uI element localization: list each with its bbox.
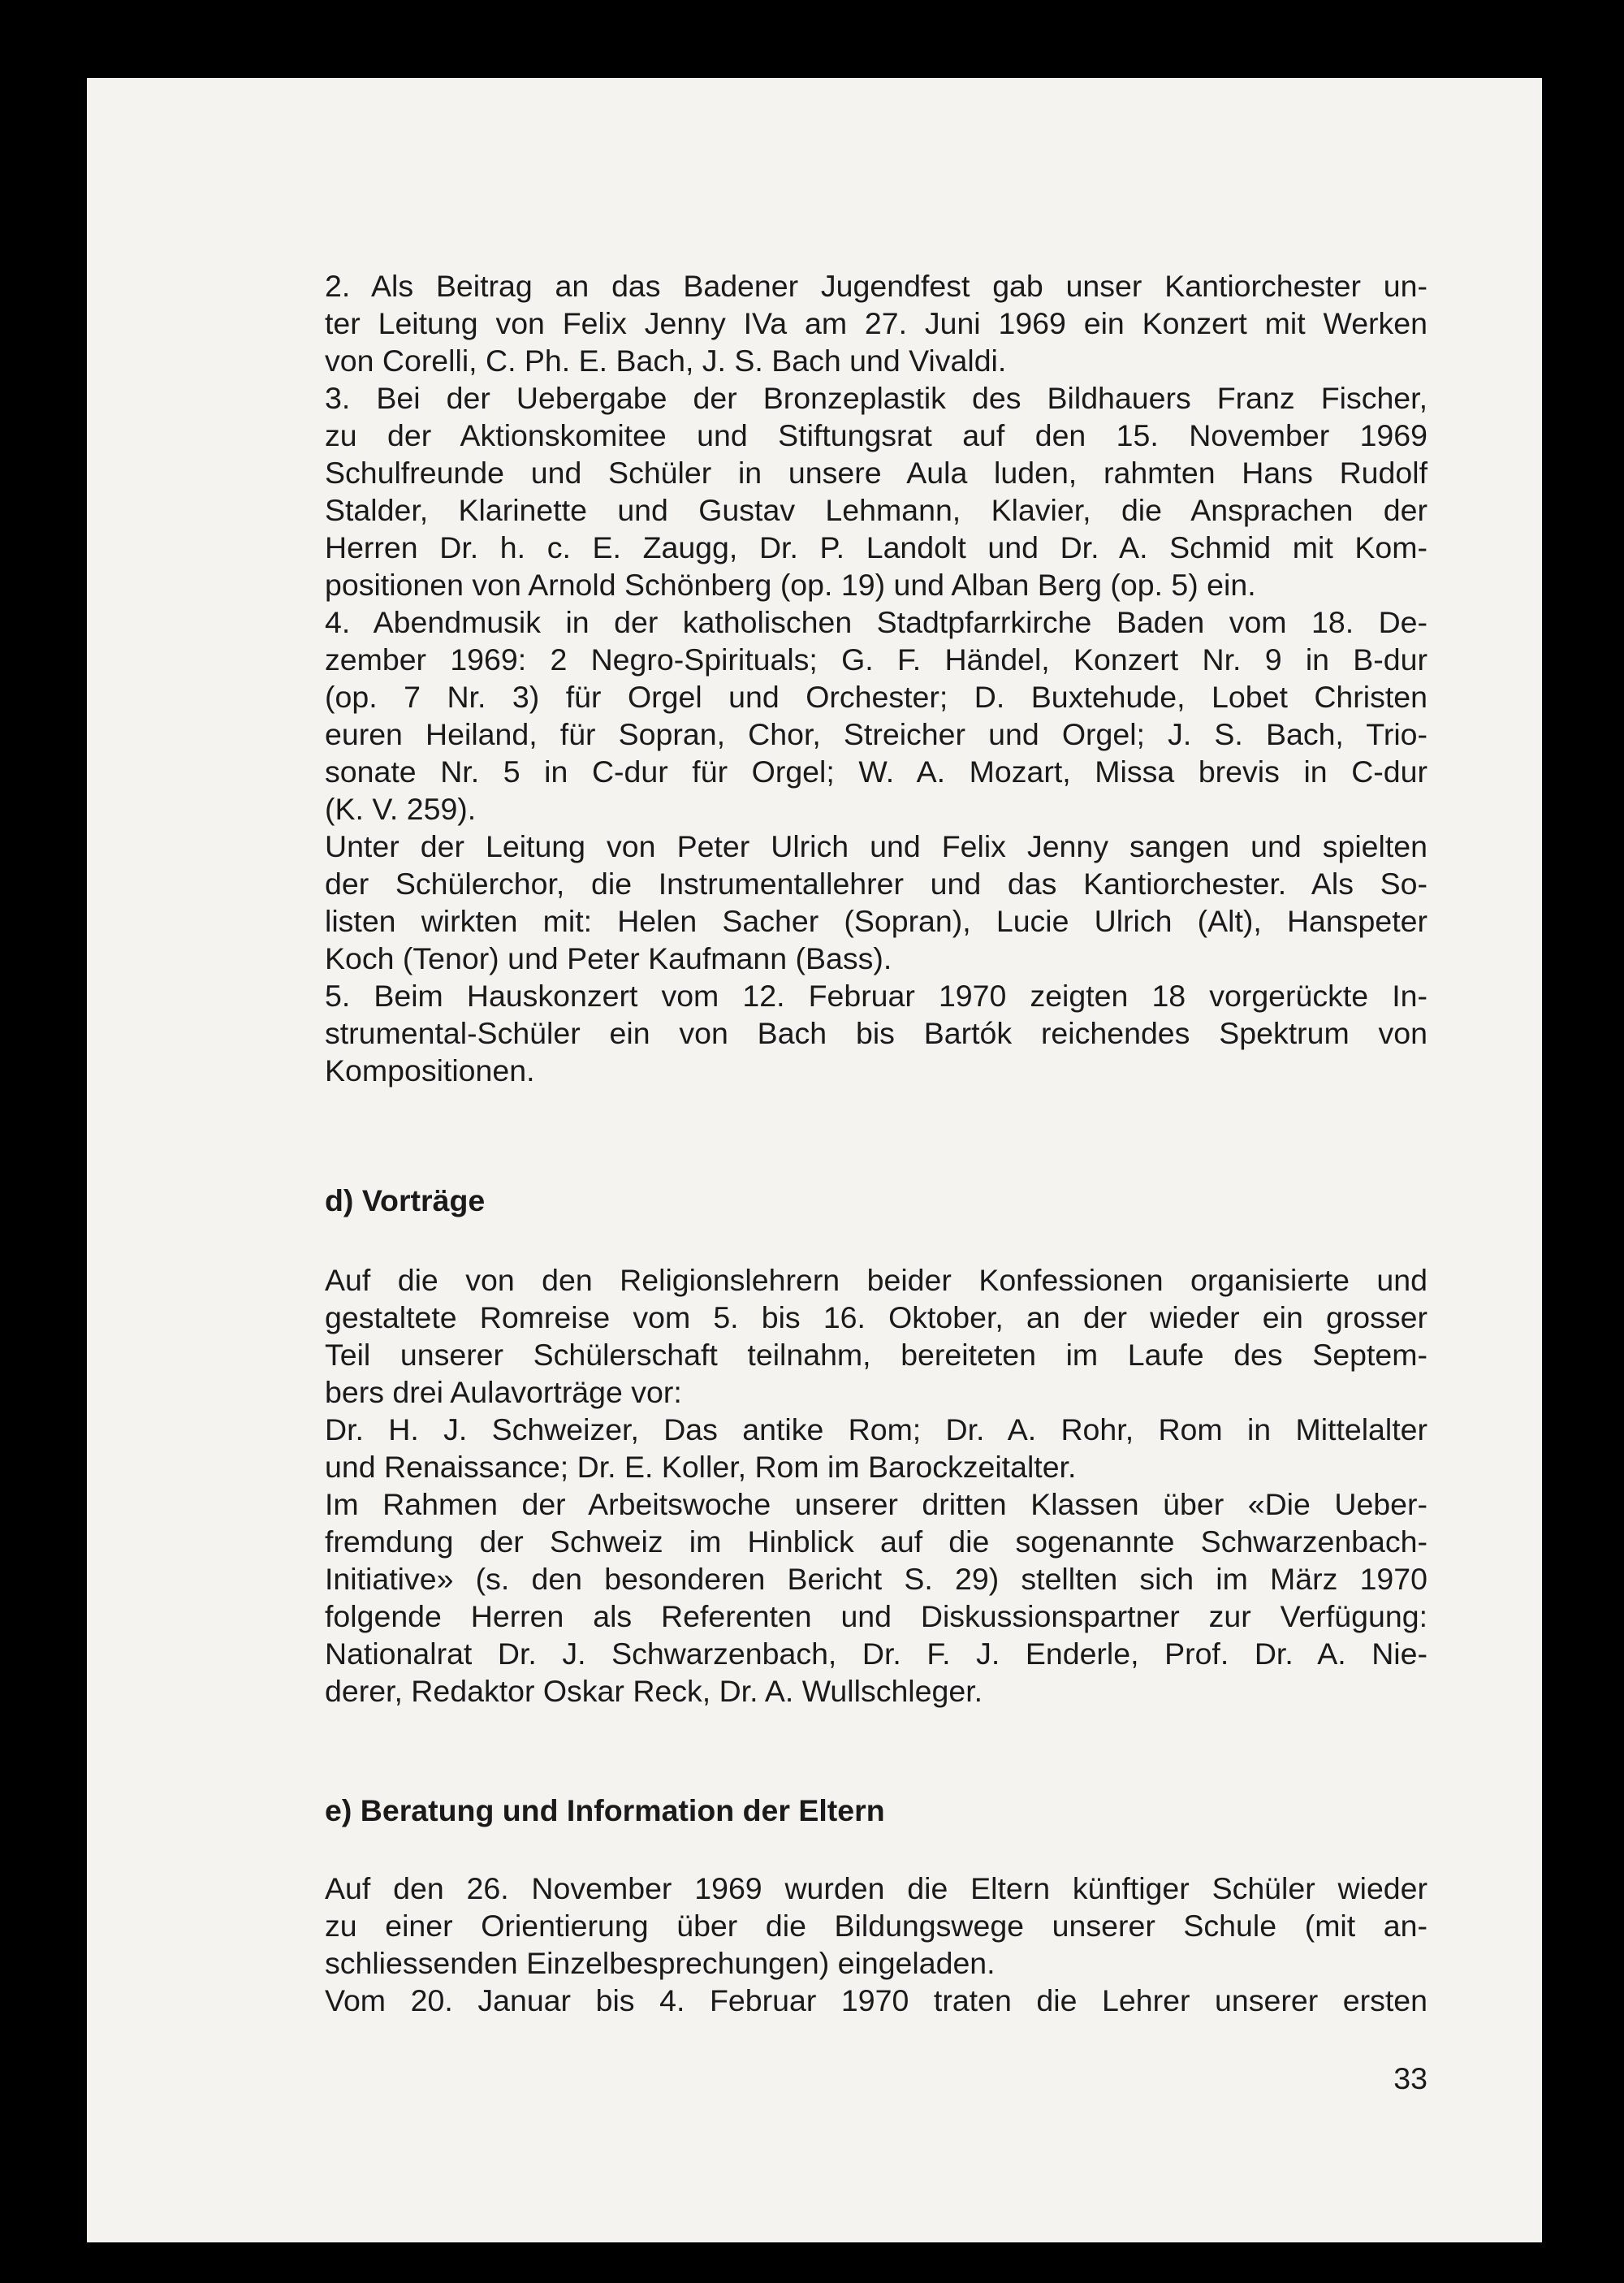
paragraph-line: listen wirkten mit: Helen Sacher (Sopran), Lucie Ulrich (Alt), Hanspeter (325, 904, 1427, 938)
section-heading-vortraege: d) Vorträge (325, 1183, 486, 1217)
paragraph-line: folgende Herren als Referenten und Diskussionspartner zur Verfügung: (325, 1599, 1427, 1633)
paragraph-line: Stalder, Klarinette und Gustav Lehmann, Klavier, die Ansprachen der (325, 493, 1427, 527)
paragraph-line: Schulfreunde und Schüler in unsere Aula luden, rahmten Hans Rudolf (325, 456, 1427, 490)
paragraph-line: Initiative» (s. den besonderen Bericht S. 29) stellten sich im März 1970 (325, 1562, 1427, 1596)
paragraph-line: Vom 20. Januar bis 4. Februar 1970 traten die Lehrer unserer ersten (325, 1983, 1427, 2017)
paragraph-line: euren Heiland, für Sopran, Chor, Streicher und Orgel; J. S. Bach, Trio- (325, 717, 1427, 751)
paragraph-line: Teil unserer Schülerschaft teilnahm, bereiteten im Laufe des Septem- (325, 1338, 1427, 1372)
paragraph-line: Herren Dr. h. c. E. Zaugg, Dr. P. Landolt und Dr. A. Schmid mit Kom- (325, 530, 1427, 564)
paragraph-line: schliessenden Einzelbesprechungen) eingeladen. (325, 1946, 996, 1980)
paragraph-line: sonate Nr. 5 in C-dur für Orgel; W. A. Mozart, Missa brevis in C-dur (325, 755, 1427, 789)
paragraph-line: (op. 7 Nr. 3) für Orgel und Orchester; D. Buxtehude, Lobet Christen (325, 680, 1427, 714)
paragraph-line: derer, Redaktor Oskar Reck, Dr. A. Wullschleger. (325, 1674, 983, 1708)
paragraph-line: 2. Als Beitrag an das Badener Jugendfest gab unser Kantiorchester un- (325, 269, 1427, 303)
paragraph-line: ter Leitung von Felix Jenny IVa am 27. Juni 1969 ein Konzert mit Werken (325, 306, 1427, 340)
paragraph-line: Im Rahmen der Arbeitswoche unserer dritten Klassen über «Die Ueber- (325, 1487, 1427, 1521)
paragraph-line: Auf den 26. November 1969 wurden die Eltern künftiger Schüler wieder (325, 1871, 1427, 1905)
paragraph-line: der Schülerchor, die Instrumentallehrer und das Kantiorchester. Als So- (325, 867, 1427, 901)
paragraph-line: Koch (Tenor) und Peter Kaufmann (Bass). (325, 941, 892, 975)
paragraph-line: Kompositionen. (325, 1053, 535, 1087)
paragraph-line: Auf die von den Religionslehrern beider Konfessionen organisierte und (325, 1263, 1427, 1297)
paragraph-line: 4. Abendmusik in der katholischen Stadtpfarrkirche Baden vom 18. De- (325, 605, 1427, 639)
paragraph-line: zu der Aktionskomitee und Stiftungsrat auf den 15. November 1969 (325, 418, 1427, 452)
paragraph-line: 5. Beim Hauskonzert vom 12. Februar 1970 zeigten 18 vorgerückte In- (325, 979, 1427, 1013)
paragraph-line: und Renaissance; Dr. E. Koller, Rom im Barockzeitalter. (325, 1450, 1077, 1484)
paragraph-line: positionen von Arnold Schönberg (op. 19) und Alban Berg (op. 5) ein. (325, 568, 1256, 602)
paragraph-line: 3. Bei der Uebergabe der Bronzeplastik des Bildhauers Franz Fischer, (325, 381, 1427, 415)
paragraph-line: (K. V. 259). (325, 792, 477, 826)
paragraph-line: gestaltete Romreise vom 5. bis 16. Oktober, an der wieder ein grosser (325, 1300, 1427, 1334)
paragraph-line: zu einer Orientierung über die Bildungswege unserer Schule (mit an- (325, 1909, 1427, 1943)
paragraph-line: bers drei Aulavorträge vor: (325, 1375, 682, 1409)
paragraph-line: fremdung der Schweiz im Hinblick auf die sogenannte Schwarzenbach- (325, 1524, 1427, 1559)
paragraph-line: von Corelli, C. Ph. E. Bach, J. S. Bach und Vivaldi. (325, 344, 1007, 378)
paragraph-line: Nationalrat Dr. J. Schwarzenbach, Dr. F. J. Enderle, Prof. Dr. A. Nie- (325, 1637, 1427, 1671)
page-number: 33 (1393, 2061, 1427, 2095)
paragraph-line: strumental-Schüler ein von Bach bis Bartók reichendes Spektrum von (325, 1016, 1427, 1050)
paragraph-line: Dr. H. J. Schweizer, Das antike Rom; Dr. A. Rohr, Rom in Mittelalter (325, 1412, 1427, 1446)
paragraph-line: zember 1969: 2 Negro-Spirituals; G. F. Händel, Konzert Nr. 9 in B-dur (325, 642, 1427, 677)
section-heading-beratung: e) Beratung und Information der Eltern (325, 1793, 885, 1827)
paragraph-line: Unter der Leitung von Peter Ulrich und Felix Jenny sangen und spielten (325, 829, 1427, 863)
